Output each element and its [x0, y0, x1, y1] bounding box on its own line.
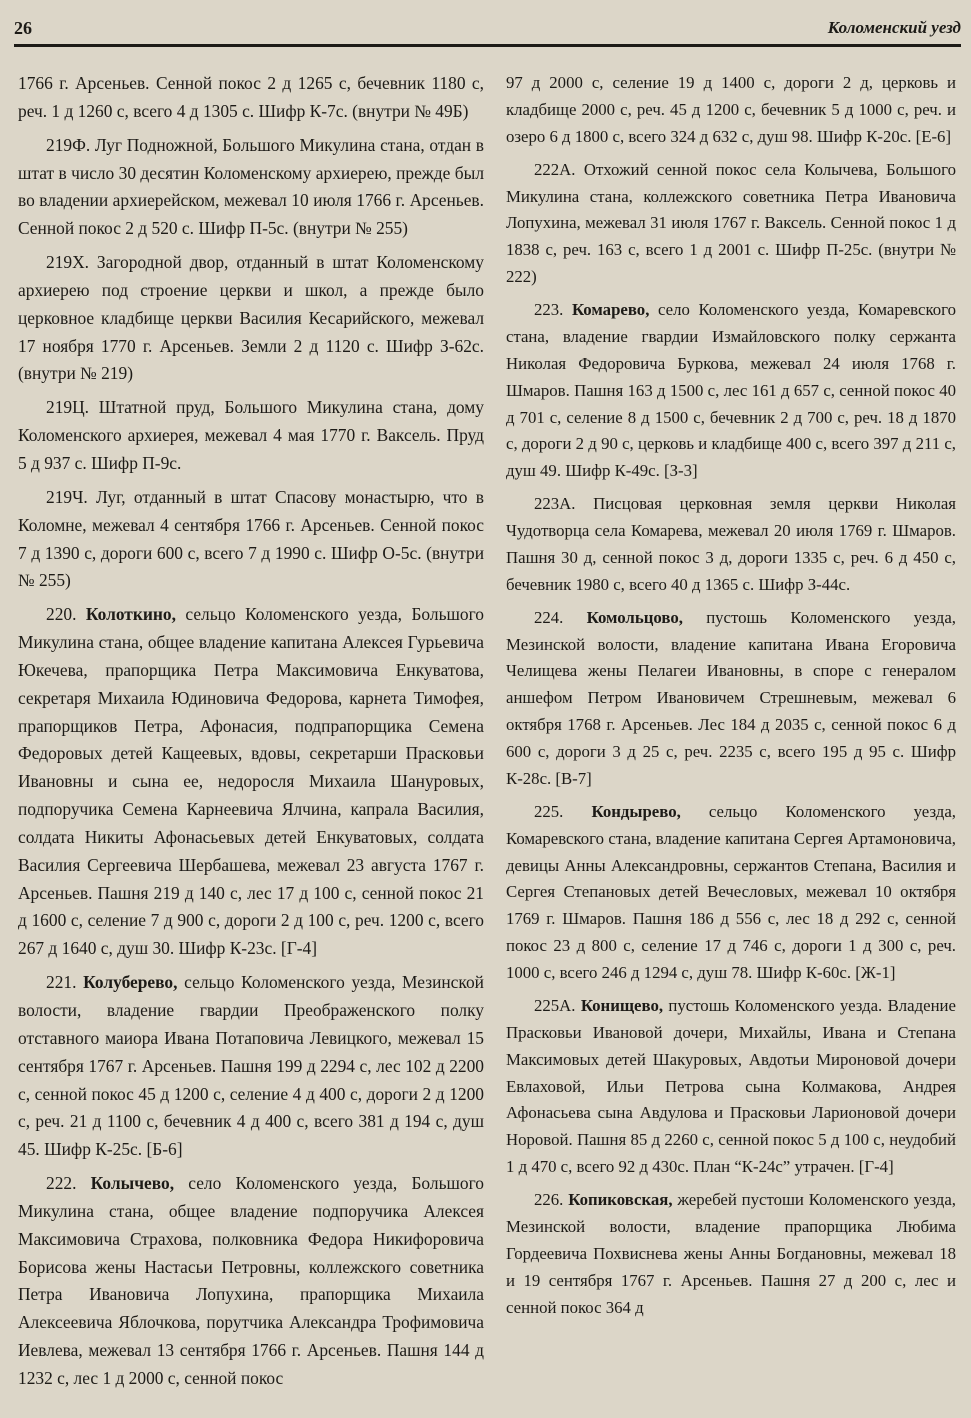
entry-text: пустошь Коломенского уезда, Мезинской волости, владение капитана Ивана Егоровича Челищева жены Пелагеи Ивановны, в споре с генералом аншефом Петром Ивановичем Стрешневым, межевал 6 октября 1768 г. Арсеньев. Лес 184 д 2035 с, сенной покос 6 д 600 с, дороги 3 д 25 с, реч. 2235 с, всего 195 д 95 с. Шифр К-28с. [В-7] — [506, 607, 956, 788]
entry-text: 219Ф. Луг Подножной, Большого Микулина стана, отдан в штат в число 30 десятин Коломенскому архиерею, прежде был во владении архиерейском, межевал 10 июля 1766 г. Арсеньев. Сенной покос 2 д 520 с. Шифр П-5с. (внутри № 255) — [18, 134, 484, 239]
place-name: Колычево, — [90, 1173, 175, 1194]
entry-paragraph — [18, 394, 484, 478]
place-name: Конищево, — [580, 995, 664, 1015]
entry-text: сельцо Коломенского уезда, Мезинской волости, владение гвардии Преображенского полку отставного маиора Ивана Потаповича Левицкого, межевал 15 сентября 1767 г. Арсеньев. Пашня 199 д 2294 с, лес 102 д 2200 с, сенной покос 45 д 1200 с, селение 4 д 400 с, дороги 2 д 1200 с, реч. 21 д 1100 с, бечевник 4 д 400 с, всего 381 д 194 с, душ 45. Шифр К-25с. [Б-6] — [18, 972, 484, 1160]
entry-number: 225А. — [534, 995, 576, 1015]
right-column — [506, 70, 956, 1327]
entry-text: 97 д 2000 с, селение 19 д 1400 с, дороги 2 д, церковь и кладбище 2000 с, реч. 45 д 1200 с, бечевник 5 д 1000 с, реч. и озеро 6 д 1800 с, всего 324 д 632 с, душ 98. Шифр К-20с. [Е-6] — [506, 73, 956, 146]
entry-number: 224. — [534, 607, 564, 627]
entry-paragraph — [506, 993, 956, 1181]
entry-paragraph — [506, 70, 956, 151]
entry-text: 219Ц. Штатной пруд, Большого Микулина стана, дому Коломенского архиерея, межевал 4 мая 1770 г. Ваксель. Пруд 5 д 937 с. Шифр П-9с. — [18, 397, 484, 473]
entry-paragraph — [18, 70, 484, 126]
entry-number: 220. — [46, 604, 77, 625]
entry-text: сельцо Коломенского уезда, Комаревского стана, владение капитана Сергея Артамоновича, девицы Анны Александровны, сержантов Степана, Василия и Сергея Степановых детей Вечесловых, межевал 10 октября 1769 г. Шмаров. Пашня 186 д 556 с, лес 18 д 292 с, сенной покос 23 д 800 с, селение 17 д 746 с, дороги 1 д 300 с, реч. 1000 с, всего 246 д 1294 с, душ 78. Шифр К-60с. [Ж-1] — [506, 801, 956, 982]
place-name: Комольцово, — [586, 607, 683, 627]
entry-text: 219Х. Загородной двор, отданный в штат Коломенскому архиерею под строение церкви и школ, а прежде было церковное кладбище церкви Василия Кесарийского, межевал 17 ноября 1770 г. Арсеньев. Земли 2 д 1120 с. Шифр З-62с. (внутри № 219) — [18, 252, 484, 384]
entry-paragraph — [506, 605, 956, 793]
place-name: Копиковская, — [568, 1190, 673, 1209]
entry-text: 1766 г. Арсеньев. Сенной покос 2 д 1265 с, бечевник 1180 с, реч. 1 д 1260 с, всего 4 д 1305 с. Шифр К-7с. (внутри № 49Б) — [18, 73, 484, 121]
entry-paragraph — [18, 484, 484, 595]
entry-paragraph — [506, 1187, 956, 1321]
entry-paragraph — [506, 799, 956, 987]
place-name: Колуберево, — [83, 972, 178, 993]
entry-text: сельцо Коломенского уезда, Большого Микулина стана, общее владение капитана Алексея Гурьевича Юкечева, прапорщика Петра Максимовича Енкуватова, секретаря Михаила Юдиновича Федорова, карнета Тимофея, прапорщиков Петра, Афонасия, подпрапорщика Семена Федоровых детей Кащеевых, вдовы, секретарши Прасковьи Ивановны и сына ее, недоросля Михаила Шануровых, подпоручика Семена Карнеевича Ялчина, капрала Василия, солдата Никиты Афонасьевых детей Енкуватовых, солдата Василия Сергеевича Шербашева, межевал 23 августа 1767 г. Арсеньев. Пашня 219 д 140 с, лес 17 д 100 с, сенной покос 21 д 1600 с, селение 7 д 900 с, дороги 2 д 100 с, реч. 1200 с, всего 267 д 1640 с, душ 30. Шифр К-23с. [Г-4] — [18, 604, 484, 959]
place-name: Комарево, — [571, 300, 650, 319]
entry-paragraph — [18, 969, 484, 1164]
entry-number: 226. — [534, 1190, 564, 1209]
page-header — [14, 18, 961, 47]
entry-paragraph — [506, 157, 956, 291]
entry-paragraph — [18, 1170, 484, 1393]
entry-paragraph — [506, 491, 956, 599]
entry-number: 221. — [46, 972, 77, 993]
entry-paragraph — [18, 249, 484, 388]
entry-paragraph — [18, 132, 484, 243]
place-name: Колоткино, — [85, 604, 176, 625]
entry-text: 222А. Отхожий сенной покос села Колычева, Большого Микулина стана, коллежского советника Петра Ивановича Лопухина, межевал 31 июля 1767 г. Ваксель. Сенной покос 1 д 1838 с, реч. 163 с, всего 1 д 2001 с. Шифр П-25с. (внутри № 222) — [506, 159, 956, 287]
entry-text: 219Ч. Луг, отданный в штат Спасову монастырю, что в Коломне, межевал 4 сентября 1766 г. Арсеньев. Сенной покос 7 д 1390 с, дороги 600 с, всего 7 д 1990 с. Шифр О-5с. (внутри № 255) — [18, 486, 484, 591]
entry-number: 222. — [46, 1173, 77, 1194]
entry-text: село Коломенского уезда, Большого Микулина стана, общее владение подпоручика Алексея Максимовича Страхова, полковника Федора Никифоровича Борисова жены Настасьи Петровны, коллежского советника Петра Ивановича Лопухина, прапорщика Михаила Алексеевича Яблочкова, порутчика Александра Трофимовича Иевлева, межевал 13 сентября 1766 г. Арсеньев. Пашня 144 д 1232 с, лес 1 д 2000 с, сенной покос — [18, 1173, 484, 1388]
place-name: Кондырево, — [591, 801, 681, 821]
left-column — [18, 70, 484, 1399]
page-number: 26 — [14, 18, 32, 38]
entry-number: 223. — [534, 300, 564, 319]
entry-number: 225. — [534, 801, 564, 821]
entry-paragraph — [506, 297, 956, 485]
entry-paragraph — [18, 601, 484, 963]
entry-text: жеребей пустоши Коломенского уезда, Мезинской волости, владение прапорщика Любима Гордеевича Похвиснева жены Анны Богдановны, межевал 18 и 19 сентября 1767 г. Арсеньев. Пашня 27 д 200 с, лес и сенной покос 364 д — [506, 1190, 956, 1317]
entry-text: село Коломенского уезда, Комаревского стана, владение гвардии Измайловского полку сержанта Николая Федоровича Буркова, межевал 24 июля 1768 г. Шмаров. Пашня 163 д 1500 с, лес 161 д 657 с, сенной покос 40 д 701 с, селение 8 д 1500 с, бечевник 2 д 700 с, реч. 18 д 1870 с, дороги 2 д 90 с, церковь и кладбище 400 с, всего 397 д 211 с, душ 49. Шифр К-49с. [З-3] — [506, 300, 956, 481]
entry-text: пустошь Коломенского уезда. Владение Прасковьи Ивановой дочери, Михайлы, Ивана и Степана Максимовых детей Шакуровых, Авдотьи Мироновой дочери Евлаховой, Ильи Петрова сына Колмакова, Андрея Афонасьева сына Авдулова и Прасковьи Ларионовой дочери Норовой. Пашня 85 д 2260 с, сенной покос 5 д 100 с, неудобий 1 д 470 с, всего 92 д 430с. План “К-24с” утрачен. [Г-4] — [506, 995, 956, 1177]
running-title: Коломенский уезд — [827, 18, 961, 37]
entry-text: 223А. Писцовая церковная земля церкви Николая Чудотворца села Комарева, межевал 20 июля 1769 г. Шмаров. Пашня 30 д, сенной покос 3 д, дороги 1335 с, реч. 6 д 450 с, бечевник 1980 с, всего 40 д 1365 с. Шифр З-44с. — [506, 494, 956, 594]
